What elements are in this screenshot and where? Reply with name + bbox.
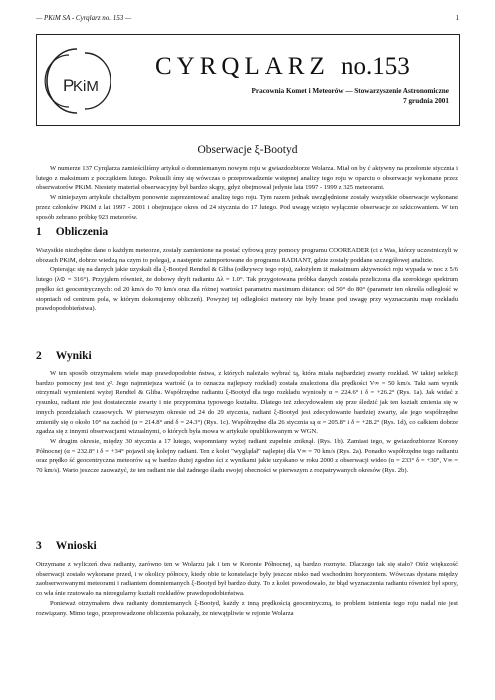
- header-journal: — PKiM SA - Cyrqlarz no. 153 —: [36, 14, 132, 22]
- issue-date: 7 grudnia 2001: [403, 97, 449, 105]
- paragraph: W numerze 137 Cyrqlarza zamieściliśmy artykuł o domniemanym nowym roju w gwiazdozbiorze Wolarza. Miał on by ć aktywny na przełomie stycznia i lutego z maksimum z początkiem lutego. Pokusili śmy się wówczas o przeprowadzenie wstępnej analizy tego roju w oparciu o obserwacje wykonane przez obserwatorów PKiM. Niestety materiał obserwacyjny był bardzo skąpy, gdyż obejmował jedynie lata 1997 - 1999 z 325 meteorami.: [36, 165, 458, 192]
- intro-text: [36, 164, 458, 222]
- section-2-text: [36, 369, 458, 476]
- paragraph: W drugim okresie, między 30 stycznia a 17 lutego, wspomniany wyżej radiant zupełnie zniknął. (Rys. 1b). Zamiast tego, w gwiazdozbiorze Korony Północnej (α = 232.8° i δ = +34° pojawił się kolejny radiant. Ten z kolei "wyglądał" najlepiej dla V∞ = 70 km/s (Rys. 2a). Ponadto współrzędne tego radiantu oraz prędko ść geocentryczna meteorów są w bardzo dużej zgodno ści z wynikami jakie uzyskano w roku 2000 z obserwacji wideo (α = 233° δ = +30°, V∞ = 70 km/s). Warto jeszcze zauważyć, że ten radiant nie dał żadnego śladu swojej obecności w pierwszym z rozpatrywanych okresów (Rys. 2b).: [36, 437, 458, 475]
- paragraph: Wszystkie niezbędne dane o każdym meteorze, zostały zamienione na postać cyfrową przy pomocy programu COOREADER (ci z Was, którzy uczestniczyli w obozach PKiM, dobrze wiedzą na czym to polega), a następnie zaimportowane do programu RADIANT, gdzie zostały poddane szczegółowej analizie.: [36, 247, 458, 264]
- paragraph: W ten sposób otrzymałem wiele map prawdopodobie ństwa, z których należało wybrać tą, która miała najbardziej zwarty rozkład. W takiej selekcji bardzo pomocny jest test χ². Jego najmniejsza wartość (a to oznacza najlepszy rozkład) została znaleziona dla prędkości V∞ = 50 km/s. Taki sam wynik otrzymali wymienieni wyżej Rendtel & Gliba. Współrzędne radiantu ξ-Bootyd dla tego rozkładu wyniosły α = 224.6° i δ = +26.2° (Rys. 1a). Jak widać z rysunku, radiant nie jest dostatecznie zwarty i nie przypomina typowego kształtu. Dlatego też zdecydowałem się prze śledzić jak ten kształt zmienia się w innych przedziałach czasowych. W pierwszym okresie od 24 do 29 stycznia, radiant ξ-Bootyd jest zdecydowanie bardziej zwarty, ale jego współrzędne zmieniły się o około 10° na zachód (α = 214.8° and δ = 24.3°) (Rys. 1c). Współrzędne dla 26 stycznia są α = 205.8° i δ = +28.2° (Rys. 1d), co całkiem dobrze zgadza się z innymi obserwacjami wizualnymi, o których była mowa w artykule opublikowanym w WGN.: [36, 370, 458, 436]
- paragraph: Opierając się na danych jakie uzyskali dla ξ-Bootyd Rendtel & Gliba (odkrywcy tego roju), założyłem iż maksimum aktywności roju wypada w noc z 5/6 lutego (λ⊙ = 316°). Przyjąłem również, że dobowy dryft radiantu Δλ = 1.0°. Tak przygotowana próbka danych została przeliczona dla szerokiego spektrum prędko ści geocentrycznych: od 20 km/s do 70 km/s oraz dla różnej wartości parametru maximum distance: od 50° do 80° (parametr ten określa odległość w stopniach od centrum pola, w którym dokonujemy obliczeń). Powyżej tej odległości meteory nie były brane pod uwagę przy wyznaczaniu map rozkładu prawdopodobieństwa).: [36, 266, 458, 313]
- svg-text:KiM: KiM: [73, 78, 99, 95]
- paragraph: Ponieważ otrzymałem dwa radianty domniemanych ξ-Bootyd, każdy z inną prędkością geocentryczną, to problem istnienia tego roju nadal nie jest rozwiązany. Mimo tego, przeprowadzone obliczenia pokazały, że niewątpliwie w rejonie Wolarza: [36, 599, 458, 617]
- article-title: Obserwacje ξ-Bootyd: [197, 144, 298, 156]
- paragraph: Otrzymane z wyliczeń dwa radianty, zarówno ten w Wolarzu jak i ten w Koronie Północnej, są bardzo rozmyte. Dlaczego tak się stało? Otóż większość obserwacji zostało wykonane przed, i w okolicy północy, kiedy obie te konstelacje były jeszcze nisko nad wschodnim horyzontem. Wówczas dystans między zaobserwowanymi meteorami i radiantem domniemanych ξ-Bootyd był bardzo duży. To z kolei powodowało, że błąd wyznaczenia radiantu również był spory, co wła śnie rzutowało na nieregularny kształt rozkładów prawdopodobieństwa.: [36, 561, 458, 598]
- section-heading-2: 2 Wyniki: [36, 350, 92, 362]
- paragraph: W niniejszym artykule chciałbym ponownie zaprezentować analizę tego roju. Tym razem jednak uwzględnione zostały wszystkie obserwacje wykonane przez członków PKiM z lat 1997 - 2001 i obejmujące okres od 24 stycznia do 17 lutego. Pod uwagę wzięto wyłącznie obserwacje ze szkicowaniem. W ten sposób zebrano próbkę 923 meteorów.: [36, 194, 458, 221]
- page-number: 1: [455, 14, 459, 22]
- svg-text:P: P: [63, 76, 75, 95]
- masthead: [36, 34, 460, 126]
- running-header: [36, 14, 459, 22]
- section-3-text: [36, 560, 458, 618]
- section-heading-1: 1 Obliczenia: [36, 226, 109, 238]
- pkim-logo-icon: [43, 41, 111, 117]
- publisher-line: Pracownia Komet i Meteorów — Stowarzyszenie Astronomiczne: [251, 87, 449, 95]
- section-heading-3: 3 Wnioski: [36, 540, 97, 552]
- journal-title: CYRQLARZ no.153: [155, 53, 410, 80]
- section-1-text: [36, 246, 458, 314]
